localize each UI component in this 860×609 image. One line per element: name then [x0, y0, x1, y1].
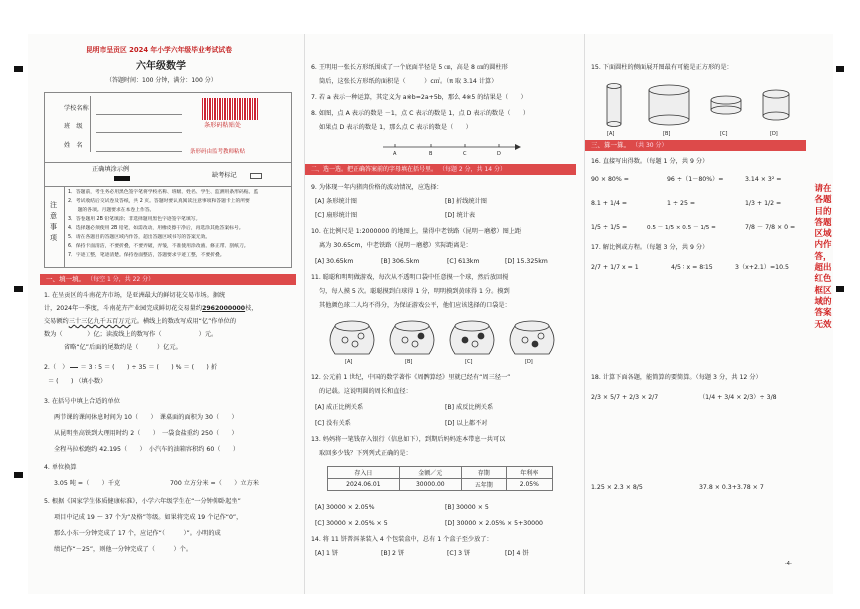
q4-line: 700 立方分米 =（ ）立方米 — [170, 480, 259, 487]
absent-checkbox[interactable] — [250, 173, 262, 179]
bag-d-icon — [510, 321, 554, 354]
table-cell: 2.05% — [506, 479, 552, 491]
q16-item: 7/8 － 7/8 × 0 = — [745, 224, 796, 231]
q16-item: 1 ÷ 25 = — [667, 200, 696, 207]
exam-title: 昆明市呈贡区 2024 年小学六年级毕业考试试卷 — [86, 46, 232, 54]
q18-text: 18. 计算下面各题，能简算的要简算。（每题 3 分，共 12 分） — [591, 374, 762, 381]
q5-line: 5. 根据《国家学生体质健康标准》，小学六年级学生在“一分钟仰卧起坐” — [44, 498, 241, 505]
q14-option[interactable]: [A] 1 饼 — [315, 550, 339, 557]
q17-item: 4/5 ∶ x = 8∶15 — [671, 264, 713, 271]
bag-option[interactable]: [B] — [405, 359, 413, 365]
section-3-points: （共 30 分） — [632, 142, 668, 149]
q15-text: 15. 下面圆柱的侧面展开图最有可能是正方形的是： — [591, 64, 733, 71]
section-1-header — [40, 274, 296, 285]
q10-line: 10. 在比例尺是 1:2000000 的地图上，量得中老铁路（昆明－磨憨）图上距 — [311, 228, 522, 235]
q10-option[interactable]: [B] 306.5km — [381, 258, 420, 265]
column-1 — [40, 34, 296, 594]
registration-mark — [14, 472, 23, 478]
bag-b-icon — [390, 321, 434, 354]
q11-line: 其他颜色球二人均不得分，为保证游戏公平，他们应该选择的口袋是： — [319, 302, 511, 309]
barcode-label: 条形码粘贴处 — [204, 122, 242, 129]
note-line: 1．答题前，考生务必用黑色签字笔将学校名称、班级、姓名、学生、监测用条形码贴。监 — [68, 190, 259, 195]
q5-line: 项目中记成 19 ～ 37 个为“及格”等级。如果将完成 19 个记作“0”， — [54, 514, 243, 521]
table-cell: 五年期 — [461, 479, 506, 491]
q16-item: 1/3 + 1/2 = — [745, 200, 782, 207]
q2-line: 2.（ ） ＝ 3 ∶ 5 ＝ ( ) ÷ 35 ＝ ( ) % ＝ ( ) 折 — [44, 364, 218, 371]
q1-number: 2962000000 — [202, 305, 246, 312]
q13-line: 取回多少钱？下列列式正确的是： — [319, 450, 412, 457]
barcode-note: 条形码由监考教师粘贴 — [190, 149, 246, 155]
q16-item: 96 ÷（1－80%）= — [667, 176, 724, 183]
q8-line: 8. 如图，点 A 表示的数是 －1，点 C 表示的数是 1，点 D 表示的数是（ ） — [311, 110, 530, 117]
q3-line: 从昆明坐高铁到大理用时约 2（ ） 一袋食盐重约 250（ ） — [54, 430, 238, 437]
cylinder-option[interactable]: [D] — [770, 131, 778, 137]
q17-text: 17. 解比例或方程。（每题 3 分，共 9 分） — [591, 244, 709, 251]
q14-text: 14. 将 11 饼普洱茶装入 4 个包装盒中，总有 1 个盒子至少放了： — [311, 536, 493, 543]
q1-money: 三十三亿九千五百万元 — [68, 318, 131, 325]
q4-line: 3.05 吨 =（ ）千克 — [54, 480, 121, 487]
bag-option[interactable]: [D] — [525, 359, 533, 365]
notes-label: 注意事项 — [50, 201, 57, 242]
table-header: 年利率 — [506, 467, 552, 479]
name-label: 姓 名 — [64, 142, 83, 149]
q10-line: 离为 30.65cm，中老铁路（昆明－磨憨）实际距离是： — [319, 242, 472, 249]
point-label-a: A — [393, 151, 397, 157]
q14-option[interactable]: [C] 3 饼 — [447, 550, 471, 557]
q9-text: 9. 为体现一年内猪肉价格的波动情况，应选择： — [311, 184, 443, 191]
school-label: 学校名称 — [64, 105, 89, 112]
q13-option[interactable]: [C] 30000 × 2.05% × 5 — [315, 520, 388, 527]
q3-line: 3. 在括号中填上合适的单位 — [44, 398, 120, 405]
q14-option[interactable]: [B] 2 饼 — [381, 550, 405, 557]
note-line: 题的各项。月题要求在本卷上作答。 — [68, 208, 155, 213]
q17-item: 3（x+2.1）=10.5 — [735, 264, 789, 271]
section-3-header — [585, 140, 806, 151]
q13-line: 13. 妈妈将一笔钱存入银行（信息如下），到期后妈妈连本带息一共可以 — [311, 436, 506, 443]
bag-option[interactable]: [C] — [465, 359, 473, 365]
bags-figure — [305, 34, 576, 374]
note-line: 5．请在各题目的答题区域内作答，超出答题区域书写的答案无效。 — [68, 235, 211, 240]
cylinder-c-icon — [711, 96, 741, 114]
note-line: 3．答卷题用 2B 铅笔填涂；非选择题用黑色字迹签字笔填写。 — [68, 217, 201, 222]
q2-line: ＝ ( ) （填小数） — [48, 378, 107, 385]
q4-line: 4. 单位换算 — [44, 464, 77, 471]
note-line: 7．字迹工整，笔迹清楚。保持卷面整洁，答题要求字迹工整，不要折叠。 — [68, 253, 225, 258]
q12-option[interactable]: [D] 以上都不对 — [445, 420, 488, 427]
registration-mark — [14, 66, 23, 72]
time-score: （答题时间：100 分钟，满分：100 分） — [106, 77, 217, 84]
cylinder-option[interactable]: [B] — [663, 131, 671, 137]
q3-line: 全程马拉松跑约 42.195（ ） 小汽车的油箱容积约 60（ ） — [54, 446, 240, 453]
section-1-points: （每空 1 分，共 22 分） — [87, 276, 155, 283]
q18-item: （1/4 + 3/4 × 2/3）÷ 3/8 — [699, 394, 777, 401]
registration-mark — [14, 286, 23, 292]
q16-item: 0.5 － 1/5 × 0.5 － 1/5 = — [647, 225, 716, 231]
table-header: 存入日 — [328, 467, 400, 479]
note-line: 6．保持卡面清洁，不要折叠，不要弄破，弄皱，不准使用涂改液、修正带、刮纸刀。 — [68, 244, 249, 249]
q10-option[interactable]: [C] 613km — [447, 258, 480, 265]
table-cell: 30000.00 — [399, 479, 461, 491]
q14-option[interactable]: [D] 4 饼 — [505, 550, 529, 557]
barcode-icon — [202, 98, 258, 120]
q3-line: 两节课的课间休息时间为 10（ ） 课桌面的面积为 30（ ） — [54, 414, 238, 421]
q9-option[interactable]: [D] 统计表 — [445, 212, 476, 219]
q13-option[interactable]: [D] 30000 × 2.05% × 5+30000 — [445, 520, 543, 527]
q12-option[interactable]: [C] 没有关系 — [315, 420, 351, 427]
bag-c-icon — [450, 321, 494, 354]
q18-item: 1.25 × 2.3 × 8/5 — [591, 484, 643, 491]
q13-option[interactable]: [A] 30000 × 2.05% — [315, 504, 375, 511]
note-line: 4．选择题必须使用 2B 铅笔，如需改动，用橡皮擦干净后，再选涂其他答案标号。 — [68, 226, 244, 231]
q5-line: 绩记作“－25”，则他一分钟完成了（ ）个。 — [54, 546, 193, 553]
cylinder-d-icon — [763, 90, 789, 120]
table-header: 存期 — [461, 467, 506, 479]
q1-line: 交易额约三十三亿九千五百万元元。横线上的数改写成用“亿”作单位的 — [44, 318, 237, 325]
bag-option[interactable]: [A] — [345, 359, 353, 365]
q7-text: 7. 若 a 表示一种运算，其定义为 a※b=2a+5b，那么 4※5 的结果是（ ） — [311, 94, 527, 101]
section-2-title: 二、选一选。把正确答案前的字母填在括号里。 — [311, 166, 438, 173]
cylinder-option[interactable]: [C] — [720, 131, 728, 137]
registration-mark — [836, 66, 844, 72]
q12-option[interactable]: [A] 成正比例关系 — [315, 404, 364, 411]
note-line: 2．考试收结后交试卷及答纸，共 2 页。答题时要认真阅读注意事项和答题卡上的所要 — [68, 199, 250, 204]
column-2 — [304, 34, 576, 594]
deposit-table — [327, 466, 553, 491]
q9-option[interactable]: [A] 条形统计图 — [315, 198, 357, 205]
exam-sheet — [28, 34, 833, 594]
q18-item: 37.8 × 0.3+3.78 × 7 — [699, 484, 764, 491]
q12-line: 的记载。这说明圆的周长和直径： — [319, 388, 412, 395]
q1-line: 省略“亿”后面的尾数约是（ ）亿元。 — [64, 344, 182, 351]
section-2-points: （每题 2 分，共 14 分） — [438, 166, 507, 173]
q16-text: 16. 直接写出得数。（每题 1 分，共 9 分） — [591, 158, 709, 165]
q5-line: 那么小东一分钟完成了 17 个，应记作“（ ）”。小明的成 — [54, 530, 221, 537]
cylinder-b-icon — [649, 85, 689, 125]
q6-line: 6. 王明用一张长方形纸围成了一个底面半径是 5 ㎝，高是 8 ㎝的圆柱形 — [311, 64, 508, 71]
q13-option[interactable]: [B] 30000 × 5 — [445, 504, 489, 511]
absent-label: 缺考标记 — [212, 172, 237, 179]
column-3 — [584, 34, 806, 594]
section-3-title: 三、算一算。 — [591, 141, 630, 149]
q11-line: 匀，每人摸 5 次。聪聪摸到白球得 1 分，明明摸到黄球得 1 分。摸到 — [319, 288, 510, 295]
q10-option[interactable]: [D] 15.325km — [505, 258, 548, 265]
q18-item: 2/3 × 5/7 + 2/3 × 2/7 — [591, 394, 659, 401]
q16-item: 90 × 80% = — [591, 176, 629, 183]
side-notice: 请在各题目的答题区域内作答，超出红色框区域的答案无效 — [814, 184, 832, 330]
q17-item: 2/7 + 1/7 x = 1 — [591, 264, 639, 271]
q6-line: 筒后，这张长方形纸的面积是（ ）c㎡。（π 取 3.14 计算） — [319, 78, 498, 85]
q16-item: 3.14 × 3² = — [745, 176, 782, 183]
q12-option[interactable]: [B] 成反比例关系 — [445, 404, 494, 411]
q16-item: 8.1 + 1/4 = — [591, 200, 628, 207]
q1-line: 数为（ ）亿；读波线上的数写作（ ）元。 — [44, 331, 218, 338]
table-header: 金额／元 — [399, 467, 461, 479]
class-label: 班 级 — [64, 123, 83, 130]
fill-sample — [114, 176, 130, 181]
table-cell: 2024.06.01 — [328, 479, 400, 491]
q9-option[interactable]: [B] 折线统计图 — [445, 198, 487, 205]
cylinder-a-icon — [607, 84, 621, 127]
point-label-c: C — [463, 151, 467, 157]
registration-mark — [836, 286, 844, 292]
point-label-b: B — [429, 151, 433, 157]
point-label-d: D — [497, 151, 501, 157]
cylinder-option[interactable]: [A] — [607, 131, 615, 137]
q9-option[interactable]: [C] 扇形统计图 — [315, 212, 358, 219]
q8-line: 如果点 D 表示的数是 1，那么点 C 表示的数是（ ） — [319, 124, 472, 131]
subject-title: 六年级数学 — [136, 61, 186, 72]
correct-fill-label: 正确填涂示例 — [92, 166, 130, 173]
q1-line: 1. 在呈贡区的斗南花卉市场，是亚洲最大的鲜切花交易市场。据统 — [44, 292, 226, 299]
bag-a-icon — [330, 321, 374, 354]
q1-line: 计，2024年一季度，斗南花卉产业园完成鲜切花交易量约2962000000枝， — [44, 305, 258, 312]
page-mark: -4- — [785, 561, 792, 567]
q12-line: 12. 公元前 1 世纪，中国的数学著作《周髀算经》里就已经有“周三径一” — [311, 374, 511, 381]
q11-line: 11. 聪聪和明明做游戏，每次从不透明口袋中任意摸一个球，然后放回搅 — [311, 274, 509, 281]
section-1-title: 一、填一填。 — [46, 275, 85, 283]
q16-item: 1/5 ÷ 1/5 = — [591, 224, 628, 231]
q10-option[interactable]: [A] 30.65km — [315, 258, 354, 265]
